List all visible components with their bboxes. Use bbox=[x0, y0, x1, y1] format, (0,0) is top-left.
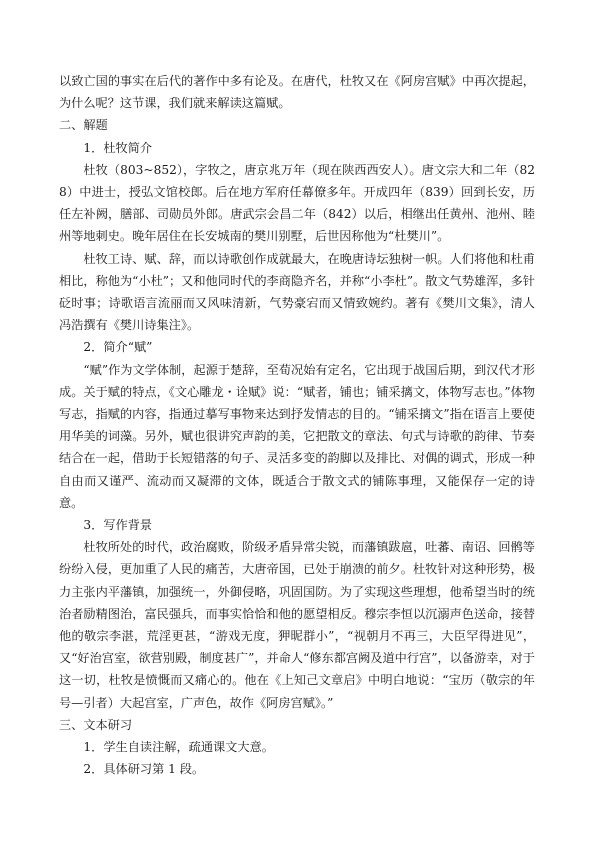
intro-paragraph: 以致亡国的事实在后代的著作中多有论及。在唐代，杜牧又在《阿房宫赋》中再次提起，为什么呢？这节课，我们就来解读这篇赋。 bbox=[59, 74, 535, 111]
fu-intro-paragraph: “赋”作为文学体制，起源于楚辞，至荀况始有定名，它出现于战国后期，到汉代才形成。关于赋的特点，《文心雕龙・诠赋》说：“赋者，铺也；铺采摛文，体物写志也。”体物写志，指赋的内容，指通过摹写事物来达到抒发情志的目的。“铺采摛文”指在语言上要使用华美的词藻。另外，赋也很讲究声韵的美，它把散文的章法、句式与诗歌的韵律、节奏结合在一起，借助于长短错落的句子、灵活多变的韵脚以及排比、对偶的调式，形成一种自由而又谨严、流动而又凝滞的文体，既适合于散文式的铺陈事理，又能保存一定的诗意。 bbox=[59, 362, 535, 510]
page-content bbox=[59, 70, 535, 781]
author-bio-paragraph: 杜牧（803~852），字牧之，唐京兆万年（现在陕西西安人）。唐文宗大和二年（828）中进士，授弘文馆校郎。后在地方军府任幕僚多年。开成四年（839）回到长安，历任左补阙，膳部、司勋员外郎。唐武宗会昌二年（842）以后，相继出任黄州、池州、睦州等地刺史。晚年居住在长安城南的樊川别墅，后世因称他为“杜樊川”。 bbox=[59, 162, 535, 244]
author-works-paragraph: 杜牧工诗、赋、辞，而以诗歌创作成就最大，在晚唐诗坛独树一帜。人们将他和杜甫相比，称他为“小杜”；又和他同时代的李商隐齐名，并称“小李杜”。散文气势雄浑，多针砭时事；诗歌语言流丽而又风味清新，气势豪宕而又情致婉约。著有《樊川文集》，清人冯浩撰有《樊川诗集注》。 bbox=[59, 251, 535, 333]
fu-intro-heading: 2．简介“赋” bbox=[83, 340, 153, 355]
section-2-heading: 二、解题 bbox=[59, 118, 108, 133]
section-3-heading: 三、文本研习 bbox=[59, 717, 133, 732]
background-paragraph: 杜牧所处的时代，政治腐败，阶级矛盾异常尖锐，而藩镇跋扈，吐蕃、南诏、回鹘等纷纷入侵，更加重了人民的痛苦，大唐帝国，已处于崩溃的前夕。杜牧针对这种形势，极力主张内平藩镇，加强统一，外御侵略，巩固国防。为了实现这些理想，他希望当时的统治者励精图治，富民强兵，而事实恰恰和他的愿望相反。穆宗李恒以沉溺声色送命，接替他的敬宗李湛，荒淫更甚，“游戏无度，狎昵群小”，“视朝月不再三，大臣罕得进见”，又“好治宫室，欲营别殿，制度甚广”，并命人“修东都宫阙及道中行宫”，以备游幸，对于这一切，杜牧是愤慨而又痛心的。他在《上知己文章启》中明白地说：“宝历（敬宗的年号—引者）大起宫室，广声色，故作《阿房宫赋》。” bbox=[59, 540, 535, 710]
study-item-2: 2．具体研习第 1 段。 bbox=[83, 762, 205, 777]
background-heading: 3．写作背景 bbox=[83, 518, 153, 533]
study-item-1: 1．学生自读注解，疏通课文大意。 bbox=[83, 740, 274, 755]
author-intro-heading: 1．杜牧简介 bbox=[83, 140, 153, 155]
